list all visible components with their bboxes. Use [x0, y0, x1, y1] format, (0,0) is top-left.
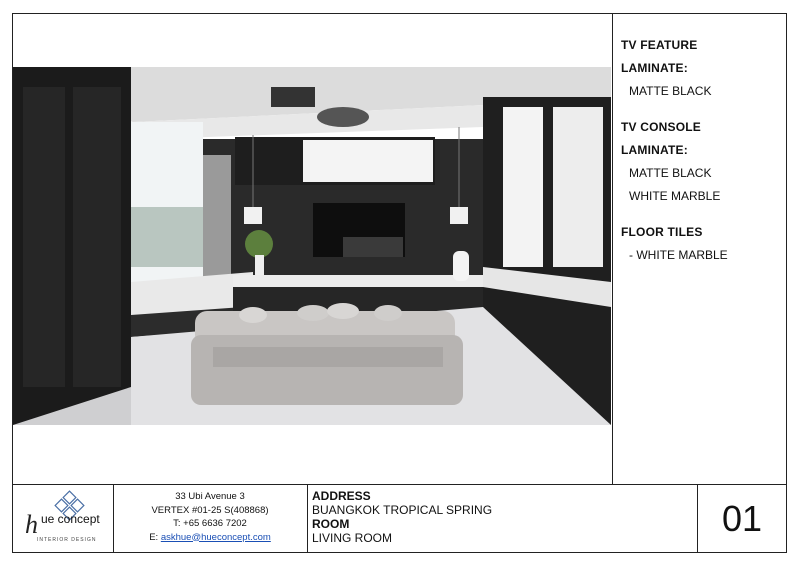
- spec-heading-floor-tiles: FLOOR TILES: [621, 225, 703, 239]
- spec-subheading-laminate: LAMINATE:: [621, 143, 688, 157]
- spec-heading-tv-console: TV CONSOLE: [621, 120, 702, 134]
- room-label: ROOM: [312, 517, 350, 531]
- spec-item: MATTE BLACK: [629, 84, 712, 98]
- company-logo: [13, 485, 113, 552]
- material-spec-panel: [621, 38, 781, 262]
- address-label: ADDRESS: [312, 489, 371, 503]
- spec-item: - WHITE MARBLE: [629, 248, 728, 262]
- email-prefix: E:: [149, 531, 161, 543]
- spec-item: WHITE MARBLE: [629, 189, 721, 203]
- living-room-render: [13, 67, 611, 425]
- email-link[interactable]: askhue@hueconcept.com: [160, 531, 271, 543]
- panel-divider: [612, 13, 613, 484]
- logo-wordmark: ue concept: [41, 512, 100, 526]
- address-value: BUANGKOK TROPICAL SPRING: [312, 503, 493, 517]
- company-contact: [114, 485, 306, 552]
- spec-subheading-laminate: LAMINATE:: [621, 61, 688, 75]
- address-line-1: 33 Ubi Avenue 3: [175, 491, 245, 502]
- address-line-2: VERTEX #01-25 S(408868): [151, 504, 269, 516]
- spec-heading-tv-feature: TV FEATURE: [621, 38, 698, 52]
- svg-text:h: h: [25, 510, 38, 539]
- sheet-number: 01: [721, 498, 763, 539]
- spec-item: MATTE BLACK: [629, 166, 712, 180]
- logo-tagline: INTERIOR DESIGN: [37, 537, 97, 543]
- phone-number: T: +65 6636 7202: [173, 518, 247, 529]
- room-value: LIVING ROOM: [312, 531, 393, 545]
- project-info: [308, 485, 698, 552]
